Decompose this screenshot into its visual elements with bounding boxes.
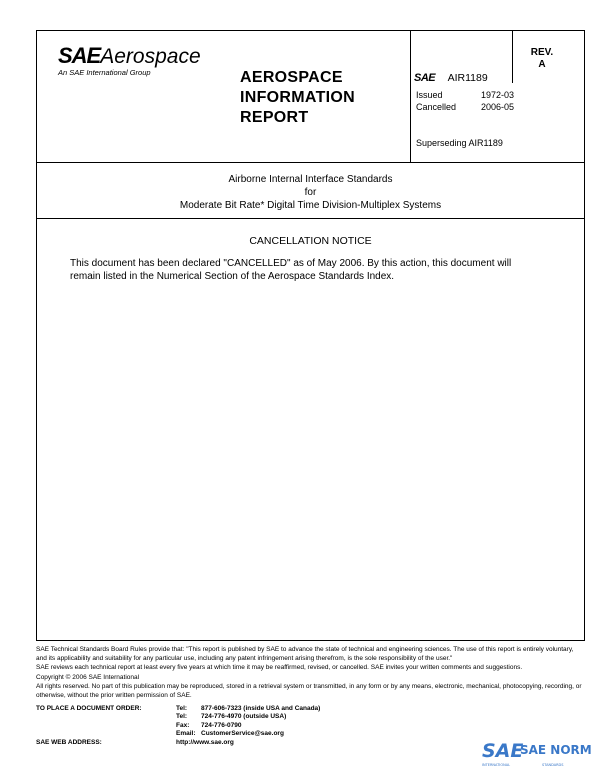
cancelled-label: Cancelled (416, 102, 457, 112)
tel1-label: Tel: (176, 705, 188, 712)
order-label: TO PLACE A DOCUMENT ORDER: (36, 705, 142, 712)
cancellation-notice-body: This document has been declared "CANCELLED" as of May 2006. By this action, this document will remain listed in the Numerical Section of the Aerospace Standards Index. (70, 258, 512, 282)
title-line3: Moderate Bit Rate* Digital Time Division-Multiplex Systems (179, 200, 442, 211)
footer-review-paragraph: SAE reviews each technical report at least every five years at which time it may be reaffirmed, revised, or cancelled. SAE invites your written comments and suggestions. (36, 664, 523, 672)
email-label: Email: (176, 730, 196, 738)
title-line2: for (304, 187, 317, 198)
tel2-value: 724-776-4970 (outside USA) (201, 713, 287, 721)
issued-label: Issued (416, 90, 443, 100)
report-type-line3: REPORT (240, 109, 309, 126)
title-divider-horizontal (36, 218, 585, 219)
header-divider-vertical (410, 30, 411, 162)
report-type-line1: AEROSPACE (240, 69, 343, 86)
rev-box (522, 47, 562, 71)
document-title (36, 173, 585, 212)
web-label: SAE WEB ADDRESS: (36, 738, 102, 746)
cancellation-notice-heading: CANCELLATION NOTICE (249, 235, 372, 247)
issued-value: 1972-03 (481, 90, 515, 100)
watermark-sae: SAE (482, 740, 524, 762)
rev-value: A (538, 59, 546, 70)
sae-norm-watermark (482, 740, 592, 770)
footer-rules-paragraph: SAE Technical Standards Board Rules provide that: "This report is published by SAE to advance the state of technical and engineering sciences. The use of this report is entirely voluntary, and its applicability and suitability for any particular use, including any patent infringement arising therefrom, is the sole responsibility of the user." (36, 646, 574, 662)
doc-number: AIR1189 (447, 72, 488, 84)
doc-number-block (414, 68, 488, 86)
footer-copyright: Copyright © 2006 SAE International (36, 673, 140, 681)
web-value[interactable]: http://www.sae.org (176, 738, 234, 746)
watermark-right-caption: STANDARDS (542, 763, 564, 767)
rev-divider-vertical (512, 30, 513, 83)
report-type-line2: INFORMATION (240, 89, 355, 106)
email-value[interactable]: CustomerService@sae.org (201, 730, 284, 738)
contact-table (36, 705, 320, 747)
sae-aerospace-logo (58, 43, 201, 69)
title-line1: Airborne Internal Interface Standards (228, 174, 393, 185)
logo-aerospace-text: Aerospace (100, 45, 201, 68)
header-divider-horizontal (36, 162, 585, 163)
footer-rights: All rights reserved. No part of this publication may be reproduced, stored in a retrieval system or transmitted, in any form or by any means, electronic, mechanical, photocopying, recording, or otherwise, without the prior written permission of SAE. (36, 683, 582, 699)
tel1-value: 877-606-7323 (inside USA and Canada) (201, 705, 321, 712)
logo-tagline: An SAE International Group (58, 68, 151, 77)
report-type (240, 68, 355, 128)
rev-label: REV. (530, 47, 554, 58)
cancelled-value: 2006-05 (481, 102, 515, 112)
watermark-left-caption: INTERNATIONAL (482, 763, 511, 767)
fax-label: Fax: (176, 721, 190, 729)
footer (36, 646, 586, 701)
superseding: Superseding AIR1189 (416, 138, 503, 148)
small-sae-mark: SAE (414, 72, 436, 84)
watermark-norm: SAE NORM (520, 743, 592, 757)
tel2-label: Tel: (176, 713, 188, 721)
fax-value: 724-776-0790 (201, 721, 242, 729)
logo-sae-text: SAE (58, 43, 101, 68)
